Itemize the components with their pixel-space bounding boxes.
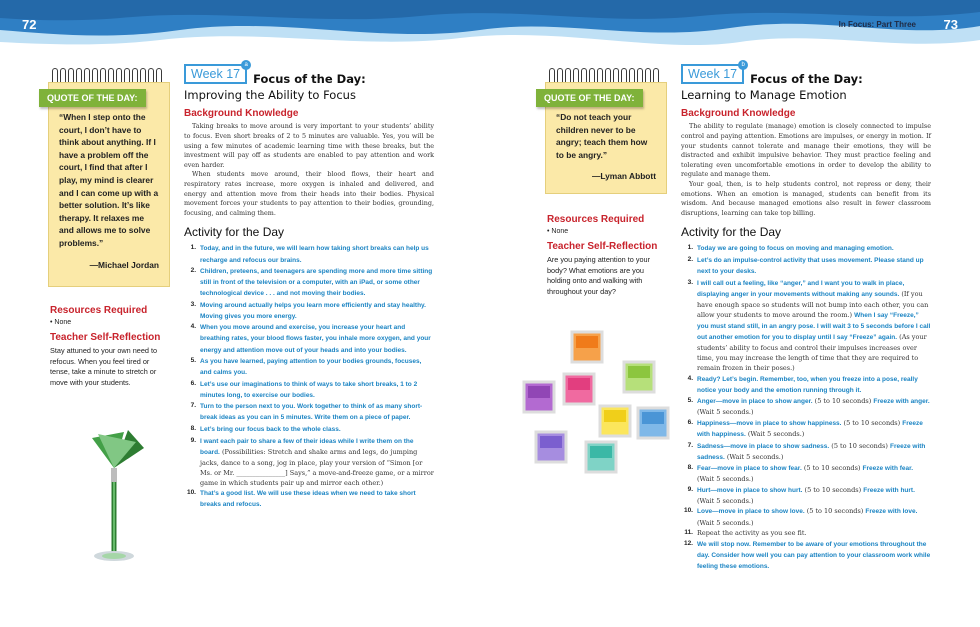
focus-label: Focus of the Day: (750, 72, 863, 86)
cube-orange (572, 332, 602, 362)
activity-item (184, 379, 434, 401)
teacher-note: (Wait 5 seconds.) (697, 408, 754, 417)
activity-item (184, 300, 434, 322)
teacher-script: Children, preteens, and teenagers are spending more and more time sitting still in front of the television or a computer, with an iPad, or some other technological device . . . and not moving their bodies. (200, 268, 433, 298)
teacher-script: Let’s bring our focus back to the whole class. (200, 425, 341, 433)
teacher-script: We will stop now. Remember to be aware of your emotions throughout the day. Consider how well you can pay attention to your classroom work while feeling these emotions. (697, 540, 931, 570)
resources-item: • None (50, 319, 72, 326)
reflection-text: Stay attuned to your own need to refocus. When you feel tired or tense, take a minute to stretch or move with your students. (50, 346, 158, 387)
activity-item (681, 243, 931, 254)
activity-text (200, 243, 434, 265)
quote-notepad-left (48, 68, 170, 287)
page-number-left: 72 (22, 17, 37, 32)
teacher-script: When you move around and exercise, you increase your heart and breathing rates, your blood flows faster, you inhale more oxygen, and your energy and attention move out of your heads and into your bodies. (200, 324, 431, 354)
activity-item (184, 243, 434, 265)
teacher-script: Love—move in place to show love. (697, 508, 805, 516)
activity-number: 8. (190, 424, 196, 432)
activity-title: Activity for the Day (681, 225, 782, 240)
activity-number: 12. (683, 539, 693, 547)
activity-text (697, 528, 807, 538)
activity-item (184, 356, 434, 378)
activity-text (200, 401, 434, 423)
activity-text (200, 488, 434, 510)
activity-list (681, 243, 931, 571)
teacher-script: Freeze with anger. (873, 398, 930, 406)
teacher-script: I will call out a feeling, like “anger,” and I want you to walk in place, displaying anger in your movements without making any sounds. (697, 279, 905, 298)
activity-number: 10. (683, 507, 693, 515)
activity-text (697, 278, 931, 374)
activity-number: 4. (687, 374, 693, 382)
activity-number: 10. (186, 489, 196, 497)
background-title: Background Knowledge (184, 108, 299, 120)
activity-number: 2. (687, 256, 693, 264)
activity-item (681, 485, 931, 506)
teacher-script: Freeze with fear. (862, 465, 914, 473)
teacher-script: Today we are going to focus on moving and managing emotion. (697, 245, 894, 253)
colored-cubes-image (520, 326, 680, 476)
activity-text (200, 266, 434, 299)
activity-number: 7. (687, 441, 693, 449)
activity-number: 9. (190, 436, 196, 444)
activity-text (200, 436, 434, 488)
activity-item (681, 418, 931, 440)
cube-blue (638, 408, 668, 438)
teacher-script: Ready? Let’s begin. Remember, too, when you freeze into a pose, really notice your body and the emotion running through it. (697, 375, 918, 394)
focus-title: Improving the Ability to Focus (184, 88, 356, 103)
teacher-note: (5 to 10 seconds) (841, 418, 903, 427)
activity-item (184, 436, 434, 488)
activity-number: 7. (190, 402, 196, 410)
activity-text (697, 243, 894, 254)
activity-text (200, 322, 434, 355)
activity-item (184, 424, 434, 435)
resources-title: Resources Required (50, 305, 148, 316)
activity-item (184, 488, 434, 510)
week-badge (681, 64, 744, 84)
spiral-binding (48, 68, 170, 82)
teacher-note: (As your students’ ability to focus and control their impulses increases over time, you may increase the length of time that they are required to remain frozen in their poses.) (697, 332, 927, 373)
activity-number: 5. (687, 397, 693, 405)
activity-number: 6. (687, 418, 693, 426)
activity-text (697, 396, 931, 417)
activity-item (681, 374, 931, 396)
activity-item (184, 322, 434, 355)
teacher-note: (Wait 5 seconds.) (724, 452, 784, 461)
teacher-script: I want each pair to share a few of their ideas while I write them on the board. (200, 437, 414, 456)
activity-item (681, 539, 931, 572)
teacher-script: As you have learned, paying attention to your bodies grounds, focuses, and calms you. (200, 358, 422, 377)
cube-pink (564, 374, 594, 404)
activity-text (697, 374, 931, 396)
teacher-script: Sadness—move in place to show sadness. (697, 442, 830, 450)
teacher-script: Turn to the person next to you. Work together to think of as many short-break ideas as you can in 5 minutes. Write them on a piece of paper. (200, 403, 423, 422)
activity-text (697, 506, 931, 527)
activity-number: 11. (684, 529, 693, 537)
activity-text (697, 463, 931, 484)
activity-text (200, 379, 434, 401)
activity-item (681, 396, 931, 417)
activity-item (681, 278, 931, 374)
reflection-title: Teacher Self-Reflection (50, 332, 161, 343)
spiral-binding (545, 68, 667, 82)
activity-item (184, 401, 434, 423)
activity-number: 6. (190, 379, 196, 387)
activity-text (697, 255, 931, 277)
activity-item (681, 441, 931, 463)
background-paragraph: When students move around, their blood flows, their heart and respiratory rates increase, more oxygen is inhaled and delivered, and energy and attention move from their heads into their bodies. Physical movement forces your students to pay attention to their bodies, grounding, focusing, and calming them. (184, 170, 434, 217)
teacher-script: Freeze with happiness. (697, 419, 923, 439)
quote-label: QUOTE OF THE DAY: (39, 89, 146, 107)
focus-title: Learning to Manage Emotion (681, 88, 847, 103)
activity-text (697, 539, 931, 572)
week-label: Week 17 (191, 67, 241, 81)
activity-number: 4. (190, 323, 196, 331)
activity-text (200, 424, 341, 435)
cube-purple (524, 382, 554, 412)
teacher-note: (Wait 5 seconds.) (697, 475, 754, 484)
teacher-script: Let’s use our imaginations to think of ways to take short breaks, 1 to 2 minutes long, to exercise our bodies. (200, 380, 418, 399)
header-wave-banner (0, 0, 980, 62)
teacher-script: Freeze with sadness. (697, 442, 926, 461)
section-title: In Focus: Part Three (838, 20, 916, 29)
teacher-note: (5 to 10 seconds) (802, 485, 864, 494)
activity-number: 2. (190, 267, 196, 275)
activity-number: 8. (687, 464, 693, 472)
reflection-text: Are you paying attention to your body? What emotions are you holding onto and walking with throughout your day? (547, 255, 651, 296)
background-title: Background Knowledge (681, 108, 796, 120)
teacher-script: Fear—move in place to show fear. (697, 465, 802, 473)
week-label: Week 17 (688, 67, 738, 81)
activity-text (200, 356, 434, 378)
activity-number: 3. (687, 278, 693, 286)
teacher-script: Today, and in the future, we will learn how taking short breaks can help us recharge and refocus our brains. (200, 245, 429, 264)
cube-yellow (600, 406, 630, 436)
activity-column-left (184, 64, 434, 511)
activity-number: 1. (687, 244, 693, 252)
activity-title: Activity for the Day (184, 225, 285, 240)
activity-item (681, 463, 931, 484)
activity-list (184, 243, 434, 510)
teacher-note: (5 to 10 seconds) (804, 507, 866, 516)
teacher-note: (5 to 10 seconds) (829, 441, 890, 450)
dart-target-image (84, 428, 156, 568)
activity-text (200, 300, 434, 322)
background-paragraph: Your goal, then, is to help students control, not repress or deny, their emotions. When an emotion is managed, students can benefit from its wisdom. And because managed emotions also result in fewer classroom disruptions, learning can take top billing. (681, 180, 931, 217)
activity-column-right (681, 64, 931, 572)
teacher-note: (Wait 5 seconds.) (697, 518, 754, 527)
quote-text: “Do not teach your children never to be angry; teach them how to be angry.” (556, 112, 648, 160)
reflection-title: Teacher Self-Reflection (547, 241, 658, 252)
background-paragraph: The ability to regulate (manage) emotion is closely connected to impulse control and paying attention. Emotions are impulses, or energy in motion. If your students cannot tolerate and manage their emotions, they will be distracted and exhibit impulsive behavior. They must practice feeling and tolerating even uncomfortable emotions in order to develop the ability to regulate and manage them. (681, 122, 931, 179)
teacher-script: Freeze with hurt. (863, 486, 915, 494)
activity-item (681, 506, 931, 527)
quote-author: —Michael Jordan (89, 259, 159, 270)
quote-notepad-right (545, 68, 667, 194)
teacher-note: (Wait 5 seconds.) (697, 496, 754, 505)
background-paragraph: Taking breaks to move around is very important to your students’ ability to focus. Even short breaks of 2 to 5 minutes are valuable. Yes, you will be using a few minutes of academic learning time with these breaks, but the investment will pay off as students are enabled to pay attention and work even harder. (184, 122, 434, 169)
teacher-script: Hurt—move in place to show hurt. (697, 486, 803, 494)
activity-item (184, 266, 434, 299)
activity-number: 1. (190, 244, 196, 252)
activity-number: 3. (190, 300, 196, 308)
teacher-note: (Possibilities: Stretch and shake arms and legs, do jumping jacks, dance to a song, jog in place, play your version of “Simon [or Ms. or Mr. _______________] Says,” a move-and-freeze game, or a mirror game in which students pair up and mirror each other.) (200, 447, 434, 487)
activity-number: 9. (687, 485, 693, 493)
activity-text (697, 441, 931, 463)
page-number-right: 73 (943, 17, 958, 32)
teacher-script: Happiness—move in place to show happiness. (697, 419, 842, 427)
cube-lime (624, 362, 654, 392)
activity-text (697, 418, 931, 440)
teacher-note: Repeat the activity as you see fit. (697, 529, 807, 538)
teacher-script: Let’s do an impulse-control activity that uses movement. Please stand up next to your desks. (697, 257, 924, 276)
cube-violet (536, 432, 566, 462)
quote-label: QUOTE OF THE DAY: (536, 89, 643, 107)
week-sup: a (241, 60, 251, 70)
quote-text: “When I step onto the court, I don’t have to think about anything. If I have a problem off the court, I find that after I play, my mind is clearer and I can come up with a better solution. It’s like therapy. It relaxes me and allows me to solve problems.” (59, 112, 159, 249)
teacher-note: (5 to 10 seconds) (812, 397, 874, 406)
teacher-script: When I say “Freeze,” you must stand still, in an angry pose. I will wait 3 to 5 seconds before I call out another emotion for you to display until I say “Freeze” again. (697, 311, 931, 341)
teacher-note: (5 to 10 seconds) (801, 464, 863, 473)
activity-number: 5. (190, 357, 196, 365)
resources-title: Resources Required (547, 214, 645, 225)
activity-text (697, 485, 931, 506)
teacher-note: (Wait 5 seconds.) (745, 430, 805, 439)
week-badge (184, 64, 247, 84)
teacher-script: Freeze with love. (865, 508, 918, 516)
teacher-note: (If you have enough space so students will not bump into each other, you can allow your students to move around the room.) (697, 289, 929, 319)
focus-label: Focus of the Day: (253, 72, 366, 86)
resources-item: • None (547, 228, 569, 235)
teacher-script: That’s a good list. We will use these ideas when we need to take short breaks and refocus. (200, 490, 416, 509)
cube-teal (586, 442, 616, 472)
sidebar-right (547, 214, 667, 297)
activity-item (681, 255, 931, 277)
sidebar-left (50, 305, 168, 388)
quote-author: —Lyman Abbott (591, 171, 656, 182)
teacher-script: Anger—move in place to show anger. (697, 398, 813, 406)
activity-item (681, 528, 931, 538)
week-sup: b (738, 60, 748, 70)
teacher-script: Moving around actually helps you learn more efficiently and stay healthy. Moving gives you more energy. (200, 301, 426, 320)
